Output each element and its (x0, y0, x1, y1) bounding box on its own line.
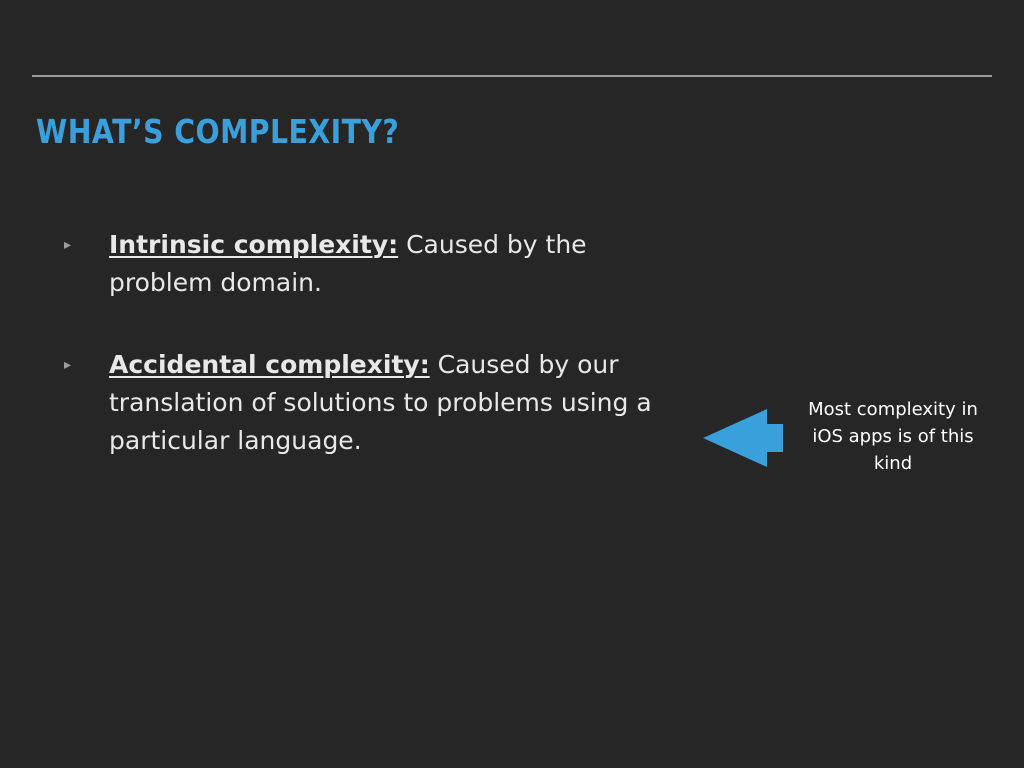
left-arrow-icon (703, 409, 783, 467)
bullet-text: Caused by our translation of solutions to problems using a particular language. (109, 350, 652, 455)
divider-rule (32, 75, 992, 77)
annotation-note: Most complexity in iOS apps is of this kind (808, 399, 978, 474)
bullet-intrinsic-complexity (64, 226, 664, 302)
bullet-accidental-complexity (64, 346, 664, 460)
bullet-text: Caused by the problem domain. (109, 230, 587, 297)
bullet-term: Intrinsic complexity: (109, 230, 399, 259)
bullet-term: Accidental complexity: (109, 350, 430, 379)
bullet-marker-icon: ▸ (64, 357, 72, 373)
bullet-list (64, 226, 664, 460)
left-arrow-shape (703, 409, 783, 467)
bullet-marker-icon: ▸ (64, 237, 72, 253)
slide-title: WHAT’S COMPLEXITY? (36, 112, 400, 151)
